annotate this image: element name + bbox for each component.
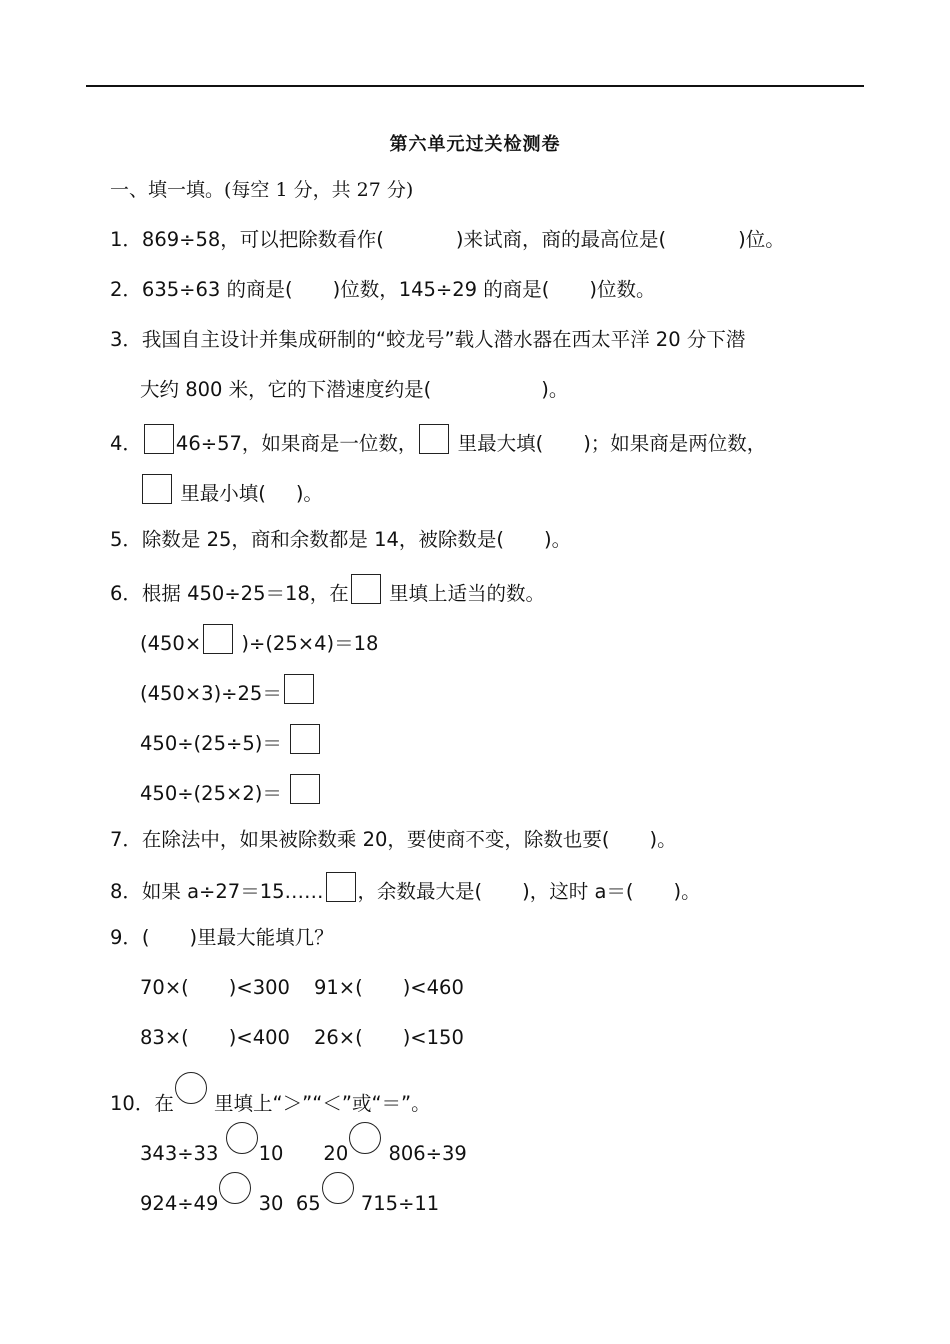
question-4-cont: 里最小填( )。 [140, 474, 323, 510]
answer-box[interactable] [290, 774, 320, 804]
answer-box[interactable] [203, 624, 233, 654]
answer-box[interactable] [142, 474, 172, 504]
question-1: 1．869÷58，可以把除数看作( )来试商，商的最高位是( )位。 [110, 228, 785, 251]
question-9-row-2: 83×( )<400 26×( )<150 [140, 1026, 464, 1049]
question-10-row-1: 343÷33 10 20 806÷39 [140, 1122, 467, 1170]
question-10-row-2: 924÷49 30 65 715÷11 [140, 1172, 439, 1220]
answer-circle[interactable] [349, 1122, 381, 1154]
question-6-row-2: (450×3)÷25＝ [140, 674, 316, 710]
page-title: 第六单元过关检测卷 [389, 134, 561, 155]
answer-box[interactable] [351, 574, 381, 604]
question-6-row-3: 450÷(25÷5)＝ [140, 724, 322, 760]
answer-box[interactable] [326, 872, 356, 902]
answer-box[interactable] [284, 674, 314, 704]
question-9: 9．( )里最大能填几？ [110, 926, 334, 949]
question-3-cont: 大约 800 米，它的下潜速度约是( )。 [140, 378, 569, 401]
answer-box[interactable] [419, 424, 449, 454]
question-2: 2．635÷63 的商是( )位数，145÷29 的商是( )位数。 [110, 278, 656, 301]
question-10: 10．在 里填上“＞”“＜”或“＝”。 [110, 1072, 431, 1120]
question-3: 3．我国自主设计并集成研制的“蛟龙号”载人潜水器在西太平洋 20 分下潜 [110, 328, 746, 351]
section-heading: 一、填一填。(每空 1 分，共 27 分) [110, 179, 414, 201]
question-7: 7．在除法中，如果被除数乘 20，要使商不变，除数也要( )。 [110, 828, 677, 851]
answer-circle[interactable] [226, 1122, 258, 1154]
answer-circle[interactable] [322, 1172, 354, 1204]
question-4: 4． 46÷57，如果商是一位数， 里最大填( )；如果商是两位数， [110, 424, 766, 460]
question-6-row-1: (450× )÷(25×4)＝18 [140, 624, 378, 660]
answer-circle[interactable] [175, 1072, 207, 1104]
answer-box[interactable] [290, 724, 320, 754]
answer-box[interactable] [144, 424, 174, 454]
question-5: 5．除数是 25，商和余数都是 14，被除数是( )。 [110, 528, 572, 551]
question-9-row-1: 70×( )<300 91×( )<460 [140, 976, 464, 999]
question-8: 8．如果 a÷27＝15…… ，余数最大是( )，这时 a＝( )。 [110, 872, 701, 908]
question-6-row-4: 450÷(25×2)＝ [140, 774, 322, 810]
answer-circle[interactable] [219, 1172, 251, 1204]
question-6: 6．根据 450÷25＝18，在 里填上适当的数。 [110, 574, 545, 610]
header-rule [86, 85, 864, 87]
